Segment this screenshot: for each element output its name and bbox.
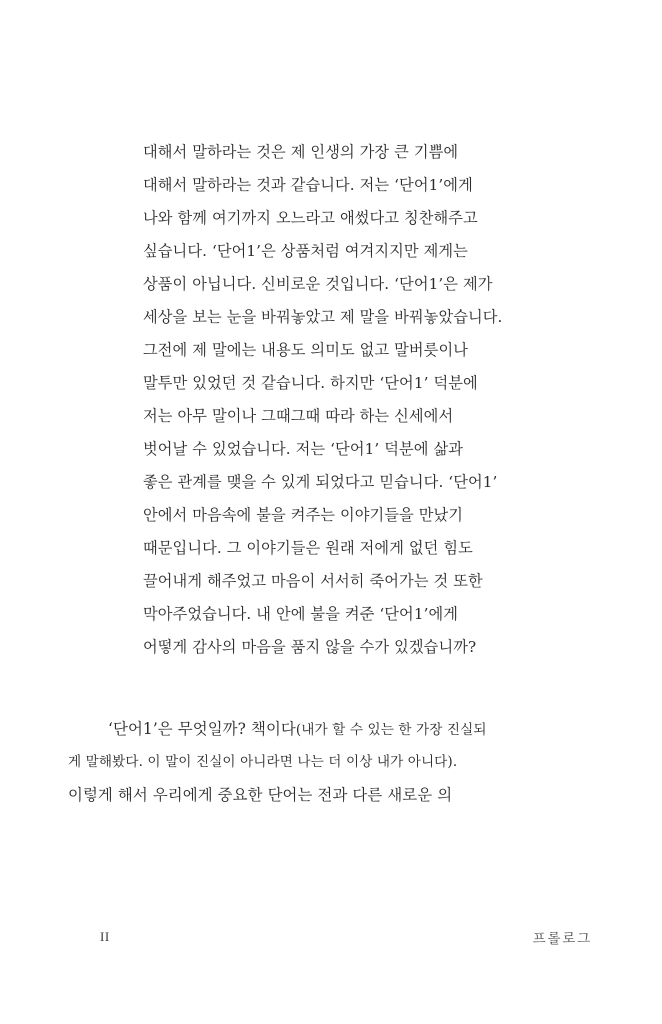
page-footer xyxy=(68,925,592,949)
body-line-text: ‘단어1’은 무엇일까? 책이다 xyxy=(108,720,296,738)
quote-line: 나와 함께 여기까지 오느라고 애썼다고 칭찬해주고 xyxy=(143,209,478,227)
quote-line: 때문입니다. 그 이야기들은 원래 저에게 없던 힘도 xyxy=(143,539,473,557)
quote-line: 벗어날 수 있었습니다. 저는 ‘단어1’ 덕분에 삶과 xyxy=(143,440,463,458)
quote-line: 대해서 말하라는 것은 제 인생의 가장 큰 기쁨에 xyxy=(143,143,459,161)
body-line: 게 말해봤다. 이 말이 진실이 아니라면 나는 더 이상 내가 아니다). xyxy=(68,754,458,770)
quote-line: 그전에 제 말에는 내용도 의미도 없고 말버릇이나 xyxy=(143,341,468,359)
body-line: 이렇게 해서 우리에게 중요한 단어는 전과 다른 새로운 의 xyxy=(68,786,453,804)
body-paragraph xyxy=(68,713,592,812)
page-number: II xyxy=(100,929,110,944)
quote-line: 막아주었습니다. 내 안에 불을 켜준 ‘단어1’에게 xyxy=(143,605,459,623)
running-head: 프롤로그 xyxy=(532,931,592,947)
quote-line: 세상을 보는 눈을 바꿔놓았고 제 말을 바꿔놓았습니다. xyxy=(143,308,503,326)
quotation-block xyxy=(143,136,595,664)
quote-line: 저는 아무 말이나 그때그때 따라 하는 신세에서 xyxy=(143,407,454,425)
quote-line: 좋은 관계를 맺을 수 있게 되었다고 믿습니다. ‘단어1’ xyxy=(143,473,498,491)
quote-line: 끌어내게 해주었고 마음이 서서히 죽어가는 것 또한 xyxy=(143,572,483,590)
quote-line: 싶습니다. ‘단어1’은 상품처럼 여겨지지만 제게는 xyxy=(143,242,468,260)
quote-line: 말투만 있었던 것 같습니다. 하지만 ‘단어1’ 덕분에 xyxy=(143,374,478,392)
body-line-parenthetical: (내가 할 수 있는 한 가장 진실되 xyxy=(295,722,487,738)
body-line xyxy=(68,713,592,746)
quote-line: 안에서 마음속에 불을 켜주는 이야기들을 만났기 xyxy=(143,506,464,524)
quote-line: 상품이 아닙니다. 신비로운 것입니다. ‘단어1’은 제가 xyxy=(143,275,493,293)
quote-line: 대해서 말하라는 것과 같습니다. 저는 ‘단어1’에게 xyxy=(143,176,473,194)
quote-line: 어떻게 감사의 마음을 품지 않을 수가 있겠습니까? xyxy=(143,638,477,656)
